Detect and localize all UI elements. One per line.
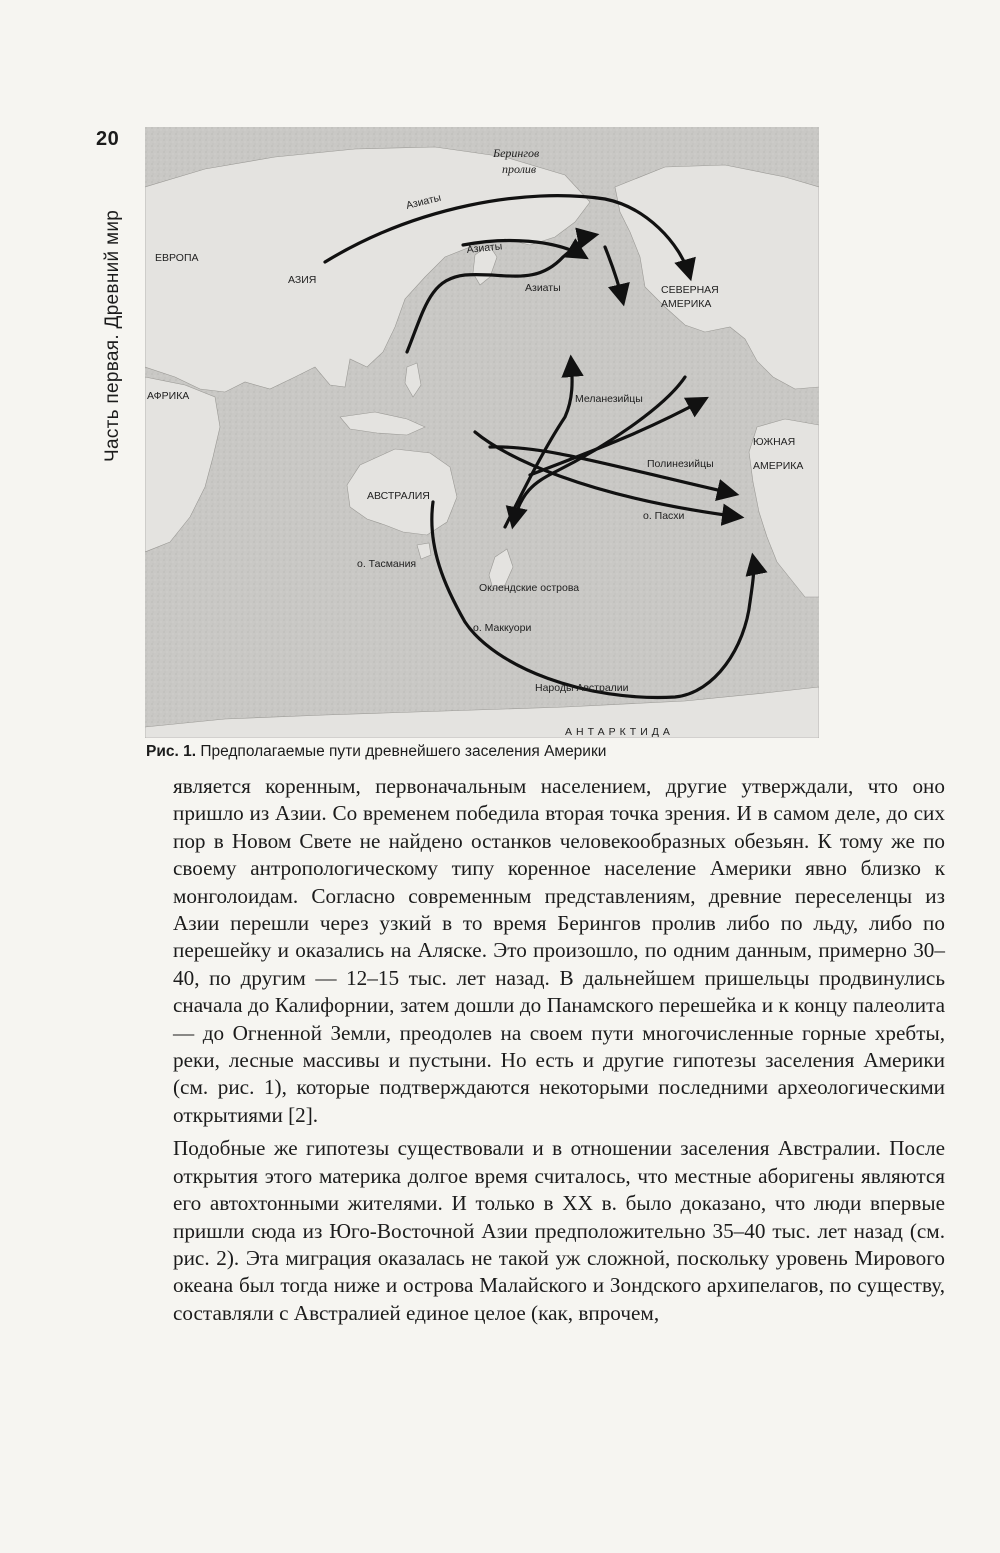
label-antarctica: АНТАРКТИДА <box>565 726 674 738</box>
label-asians-3: Азиаты <box>525 282 561 294</box>
label-australian-peoples: Народы Австралии <box>535 682 629 694</box>
label-africa: АФРИКА <box>147 390 190 402</box>
label-tasmania: о. Тасмания <box>357 558 417 570</box>
migration-map-figure <box>145 127 819 738</box>
label-south-america-1: ЮЖНАЯ <box>753 436 796 448</box>
label-easter: о. Пасхи <box>643 510 685 522</box>
label-europe: ЕВРОПА <box>155 252 199 264</box>
label-north-america-2: АМЕРИКА <box>661 298 712 310</box>
label-asians-1: Азиаты <box>404 191 443 212</box>
paragraph-2: Подобные же гипотезы существовали и в отношении заселения Австралии. После открытия этого материка долгое время считалось, что местные аборигены являются его автохтонными жителями. И только в XX в. было доказано, что люди впервые пришли сюда из Юго-Восточной Азии предположительно 35–40 тыс. лет назад (см. рис. 2). Эта миграция оказалась не такой уж сложной, поскольку уровень Мирового океана был тогда ниже и острова Малайского и Зондского архипелагов, по существу, составляли с Австралией единое целое (как, впрочем, <box>173 1136 945 1325</box>
label-macquarie: о. Маккуори <box>473 622 532 634</box>
running-head-text: Часть первая. Древний мир <box>102 209 123 462</box>
label-auckland: Оклендские острова <box>479 582 580 594</box>
label-melanesians: Меланезийцы <box>575 393 643 405</box>
figure-caption <box>146 743 606 761</box>
body-text <box>173 773 945 1327</box>
label-south-america-2: АМЕРИКА <box>753 460 804 472</box>
label-bering-2: пролив <box>502 162 537 176</box>
label-north-america-1: СЕВЕРНАЯ <box>661 284 719 296</box>
label-australia: АВСТРАЛИЯ <box>367 490 430 502</box>
label-bering-1: Берингов <box>493 146 540 160</box>
label-asia: АЗИЯ <box>288 274 317 286</box>
paragraph-1: является коренным, первоначальным населением, другие утверждали, что оно пришло из Азии. Со временем победила вторая точка зрения. И в самом деле, до сих пор в Новом Свете не найдено останков человекообразных обезьян. К тому же по своему антропологическому типу коренное население Америки явно близко к монголоидам. Согласно современным представлениям, древние переселенцы из Азии перешли через узкий в то время Берингов пролив либо по льду, либо по перешейку и оказались на Аляске. Это произошло, по одним данным, примерно 30–40, по другим — 12–15 тыс. лет назад. В дальнейшем пришельцы продвинулись сначала до Калифорнии, затем дошли до Панамского перешейка и к концу палеолита — до Огненной Земли, преодолев на своем пути многочисленные горные хребты, реки, лесные массивы и пустыни. Но есть и другие гипотезы заселения Америки (см. рис. 1), которые подтверждаются некоторыми последними археологическими открытиями [2]. <box>173 774 945 1127</box>
page-number: 20 <box>96 128 120 150</box>
caption-label: Рис. 1. <box>146 743 197 760</box>
label-polynesians: Полинезийцы <box>647 458 714 470</box>
label-asians-2: Азиаты <box>466 240 503 256</box>
migration-map <box>145 127 819 738</box>
caption-text: Предполагаемые пути древнейшего заселения Америки <box>200 743 607 760</box>
